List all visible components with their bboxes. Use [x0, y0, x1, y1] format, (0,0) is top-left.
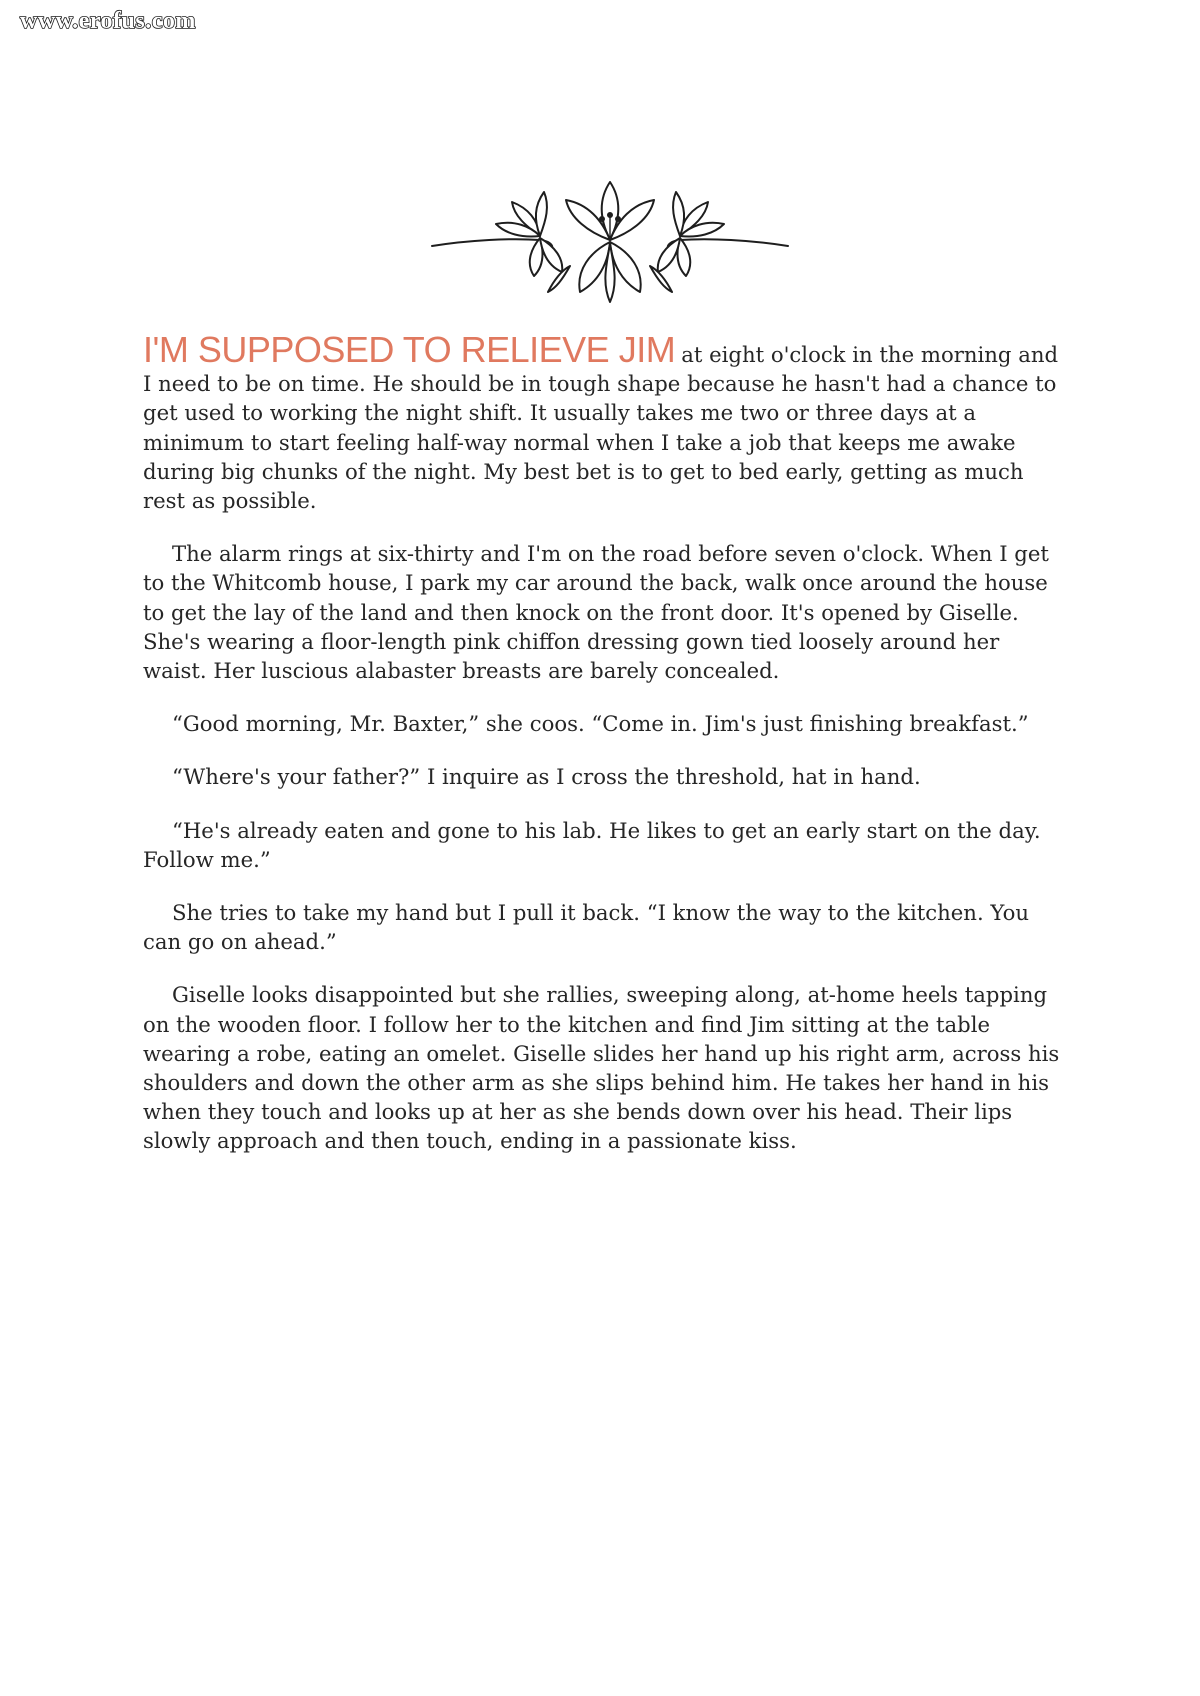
paragraph-2: The alarm rings at six-thirty and I'm on the road before seven o'clock. When I get to the Whitcomb house, I park my car around the back, walk once around the house to get the lay of the land and then knock on the front door. It's opened by Giselle. She's wearing a floor-length pink chiffon dressing gown tied loosely around her waist. Her luscious alabaster breasts are barely concealed.	[143, 541, 1049, 684]
lead-caps: I'M SUPPOSED TO RELIEVE JIM	[143, 329, 676, 370]
paragraph-3: “Good morning, Mr. Baxter,” she coos. “Come in. Jim's just finishing breakfast.”	[172, 711, 1029, 737]
story-text	[143, 329, 1063, 1180]
lily-flowers-icon	[430, 170, 790, 310]
paragraph-4: “Where's your father?” I inquire as I cross the threshold, hat in hand.	[172, 764, 921, 790]
watermark: www.erofus.com	[20, 8, 196, 34]
paragraph-6: She tries to take my hand but I pull it back. “I know the way to the kitchen. You can go on ahead.”	[143, 900, 1029, 955]
lead-paragraph	[143, 329, 1063, 515]
paragraph-7: Giselle looks disappointed but she rallies, sweeping along, at-home heels tapping on the wooden floor. I follow her to the kitchen and find Jim sitting at the table wearing a robe, eating an omelet. Giselle slides her hand up his right arm, across his shoulders and down the other arm as she slips behind him. He takes her hand in his when they touch and looks up at her as she bends down over his head. Their lips slowly approach and then touch, ending in a passionate kiss.	[143, 982, 1060, 1154]
lead-text: at eight o'clock in the morning and I need to be on time. He should be in tough shape because he hasn't had a chance to get used to working the night shift. It usually takes me two or three days at a minimum to start feeling half-way normal when I take a job that keeps me awake during big chunks of the night. My best bet is to get to bed early, getting as much rest as possible.	[143, 342, 1059, 514]
paragraph-5: “He's already eaten and gone to his lab. He likes to get an early start on the day. Follow me.”	[143, 817, 1041, 872]
